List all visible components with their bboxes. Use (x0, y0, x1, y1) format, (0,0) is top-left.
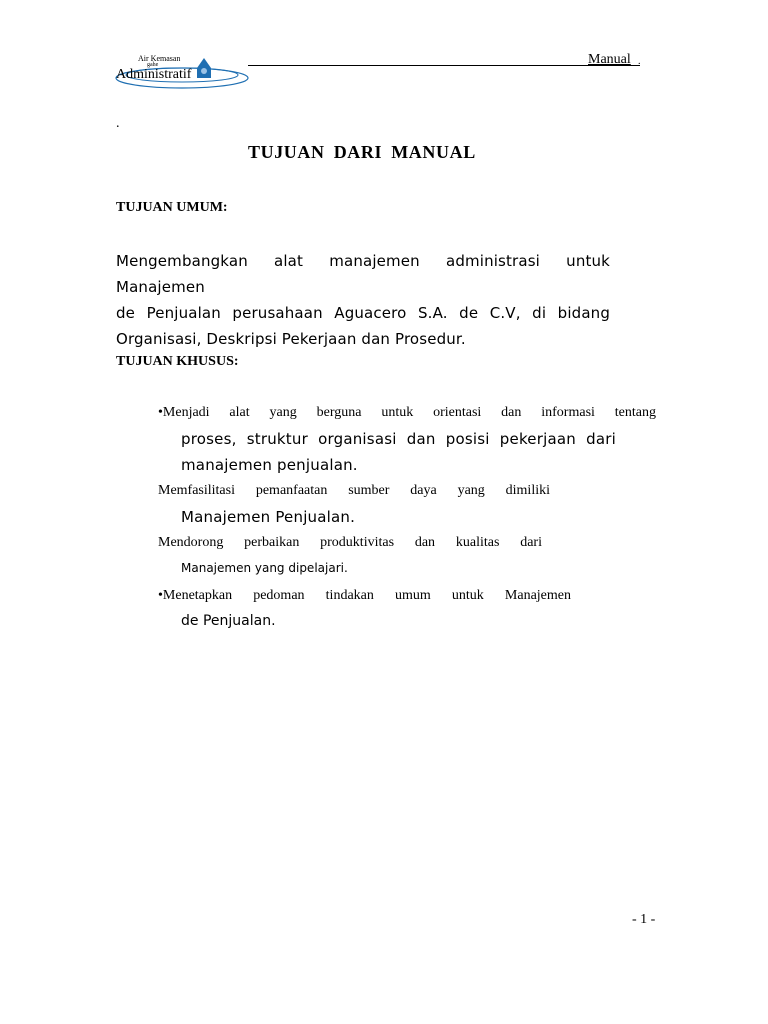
list-item-line: proses, struktur organisasi dan posisi pekerjaan dari (181, 430, 616, 448)
list-item-line: Manajemen yang dipelajari. (181, 561, 348, 575)
logo-text: Air Kemasan (138, 54, 181, 63)
list-item-line: Memfasilitasi pemanfaatan sumber daya yang dimiliki (158, 483, 550, 498)
header-dot: . (638, 56, 641, 67)
stray-dot: . (116, 116, 120, 131)
page-title: TUJUAN DARI MANUAL (248, 142, 476, 162)
page-number: - 1 - (632, 912, 656, 927)
tujuan-umum-paragraph (116, 248, 610, 352)
list-item-line: manajemen penjualan. (181, 456, 358, 474)
paragraph-line: Organisasi, Deskripsi Pekerjaan dan Prosedur. (116, 330, 466, 348)
list-item-line: Manajemen Penjualan. (181, 508, 356, 526)
tujuan-khusus-heading: TUJUAN KHUSUS: (116, 354, 239, 369)
header-rule (248, 65, 640, 66)
header-administratif-label: Administratif (116, 67, 192, 82)
tujuan-umum-heading: TUJUAN UMUM: (116, 200, 228, 215)
list-item-line: •Menetapkan pedoman tindakan umum untuk Manajemen (158, 588, 571, 603)
list-item-line: Mendorong perbaikan produktivitas dan kualitas dari (158, 535, 542, 550)
list-item-line: •Menjadi alat yang berguna untuk orientasi dan informasi tentang (158, 405, 656, 420)
list-item-line: de Penjualan. (181, 613, 276, 629)
paragraph-line: de Penjualan perusahaan Aguacero S.A. de C.V, di bidang (116, 304, 610, 322)
header-manual-label: Manual (588, 52, 631, 67)
logo-subtext: gahe (147, 62, 159, 68)
paragraph-line: Mengembangkan alat manajemen administrasi untuk Manajemen (116, 252, 610, 296)
